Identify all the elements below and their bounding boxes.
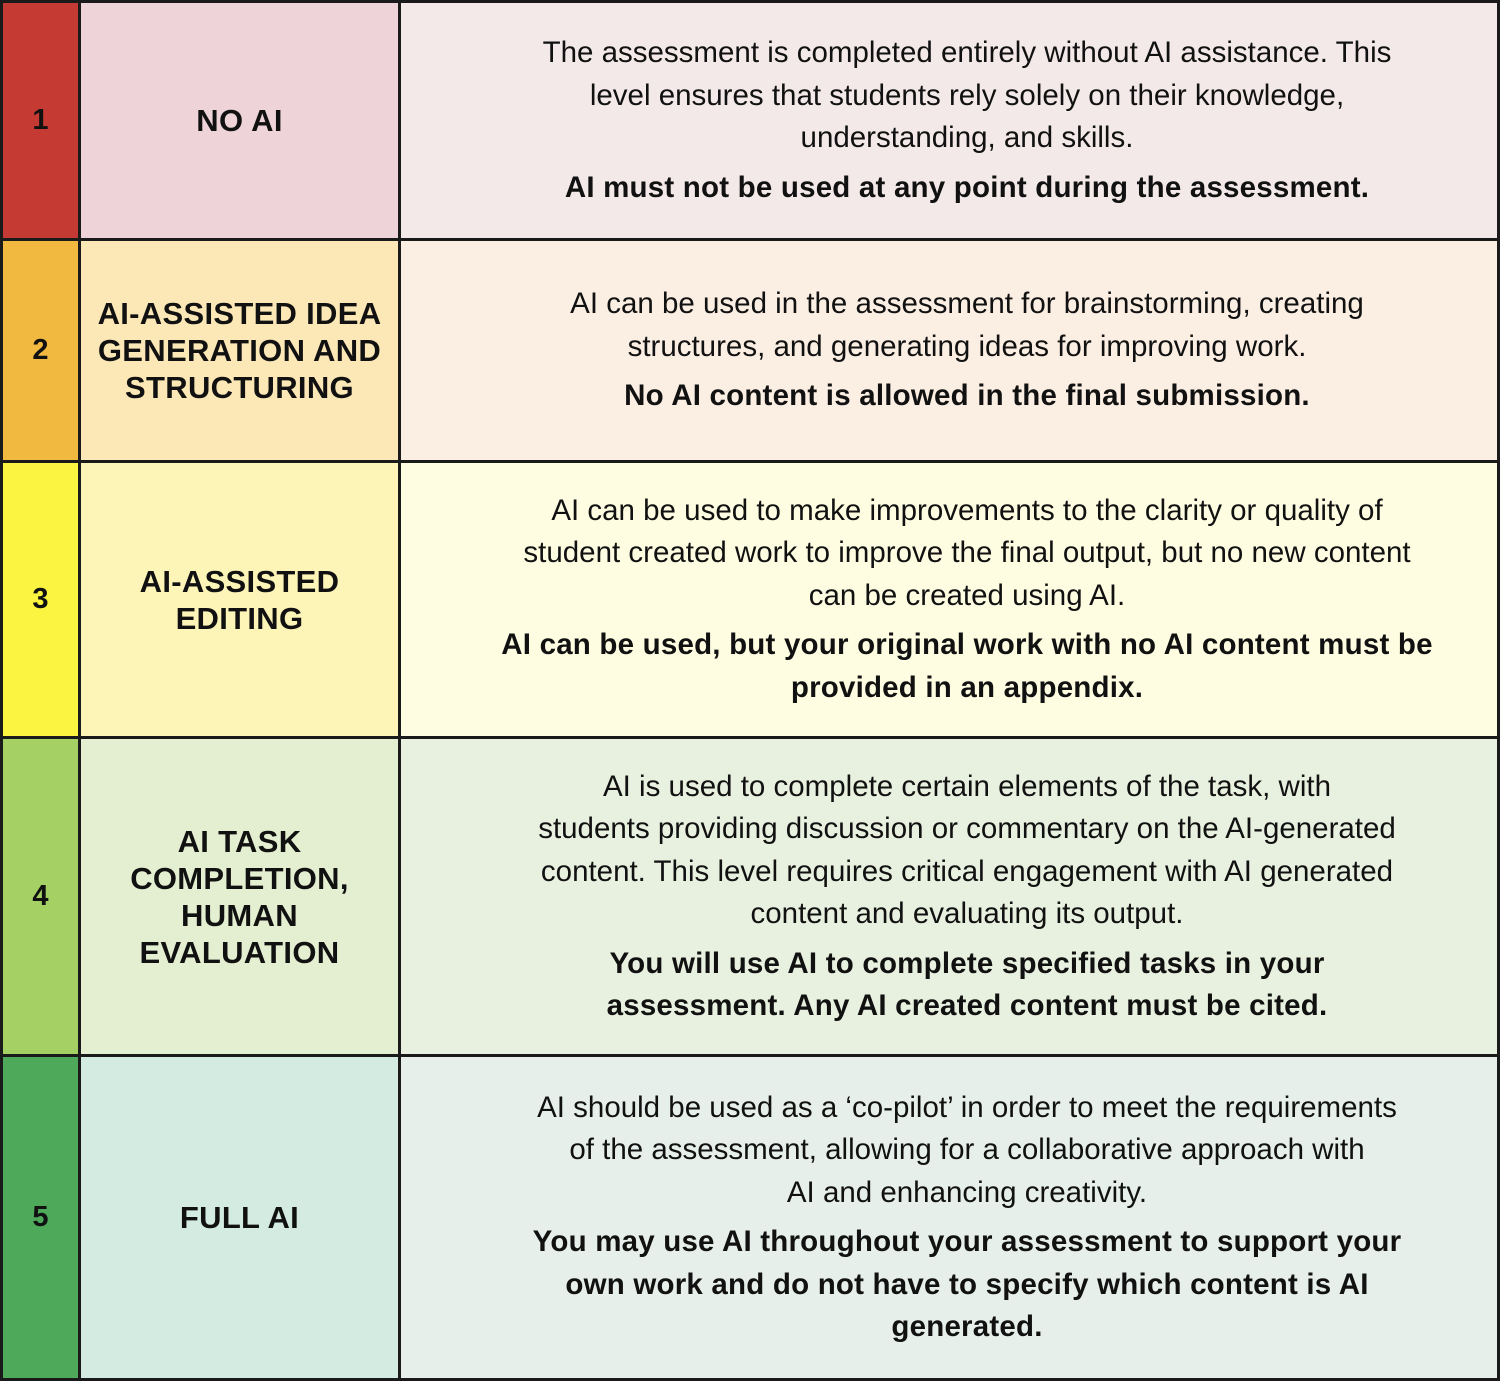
level-description <box>401 241 1497 463</box>
rule-line: AI must not be used at any point during the assessment. <box>564 170 1370 204</box>
level-number: 1 <box>3 3 81 241</box>
level-rule <box>565 167 1369 210</box>
description-line: structures, and generating ideas for improving work. <box>627 329 1307 363</box>
level-name-text <box>196 102 282 139</box>
rule-line: provided in an appendix. <box>790 670 1144 704</box>
level-description <box>401 1057 1497 1378</box>
level-name-line: EVALUATION <box>139 934 340 970</box>
level-number: 4 <box>3 739 81 1057</box>
level-name-text <box>180 1199 299 1236</box>
level-name <box>81 241 401 463</box>
level-rule <box>533 1221 1402 1349</box>
description-line: of the assessment, allowing for a collaborative approach with <box>569 1133 1365 1166</box>
level-name-line: FULL AI <box>179 1200 300 1235</box>
description-line: level ensures that students rely solely on their knowledge, <box>589 78 1345 112</box>
rule-line: You will use AI to complete specified tasks in your <box>609 946 1325 980</box>
level-description-text <box>543 32 1392 160</box>
level-name-line: NO AI <box>196 103 283 138</box>
level-name-line: COMPLETION, <box>130 860 349 896</box>
level-description-text <box>537 1087 1397 1215</box>
description-line: can be created using AI. <box>808 578 1126 612</box>
level-name <box>81 463 401 739</box>
description-line: understanding, and skills. <box>800 121 1134 154</box>
level-name <box>81 3 401 241</box>
level-description-text <box>523 490 1410 618</box>
description-line: student created work to improve the final output, but no new content <box>523 536 1411 570</box>
level-rule <box>607 943 1328 1028</box>
level-number: 2 <box>3 241 81 463</box>
level-name-line: EDITING <box>175 600 304 636</box>
level-name-text <box>130 823 349 971</box>
level-name-line: GENERATION AND <box>97 333 382 368</box>
description-line: AI can be used to make improvements to the clarity or quality of <box>551 493 1383 527</box>
rule-line: No AI content is allowed in the final submission. <box>624 379 1310 413</box>
rule-line: own work and do not have to specify which content is AI <box>565 1267 1369 1301</box>
description-line: AI should be used as a ‘co-pilot’ in order to meet the requirements <box>537 1090 1397 1124</box>
level-rule <box>501 624 1432 709</box>
level-name-line: STRUCTURING <box>125 370 354 405</box>
rule-line: generated. <box>891 1310 1043 1343</box>
description-line: AI and enhancing creativity. <box>786 1175 1148 1209</box>
rule-line: AI can be used, but your original work with no AI content must be <box>501 628 1433 662</box>
level-description-text <box>570 283 1364 368</box>
level-name <box>81 739 401 1057</box>
level-description <box>401 3 1497 241</box>
level-description-text <box>538 766 1396 936</box>
description-line: content. This level requires critical engagement with AI generated <box>540 854 1394 888</box>
description-line: content and evaluating its output. <box>750 897 1184 930</box>
level-name-line: AI TASK <box>177 823 302 859</box>
level-name-line: AI-ASSISTED IDEA <box>97 296 382 331</box>
level-number: 5 <box>3 1057 81 1378</box>
rule-line: You may use AI throughout your assessment to support your <box>532 1225 1402 1258</box>
description-line: The assessment is completed entirely without AI assistance. This <box>542 36 1392 69</box>
rule-line: assessment. Any AI created content must be cited. <box>606 989 1328 1022</box>
level-description <box>401 739 1497 1057</box>
description-line: AI is used to complete certain elements of the task, with <box>602 769 1332 803</box>
level-name-text <box>140 563 340 637</box>
level-name <box>81 1057 401 1378</box>
level-name-line: AI-ASSISTED <box>139 563 340 599</box>
level-description <box>401 463 1497 739</box>
level-name-text <box>98 295 382 406</box>
description-line: AI can be used in the assessment for brainstorming, creating <box>570 287 1364 321</box>
level-number: 3 <box>3 463 81 739</box>
level-name-line: HUMAN <box>181 897 298 933</box>
level-rule <box>624 375 1310 418</box>
description-line: students providing discussion or commentary on the AI-generated <box>538 812 1396 845</box>
